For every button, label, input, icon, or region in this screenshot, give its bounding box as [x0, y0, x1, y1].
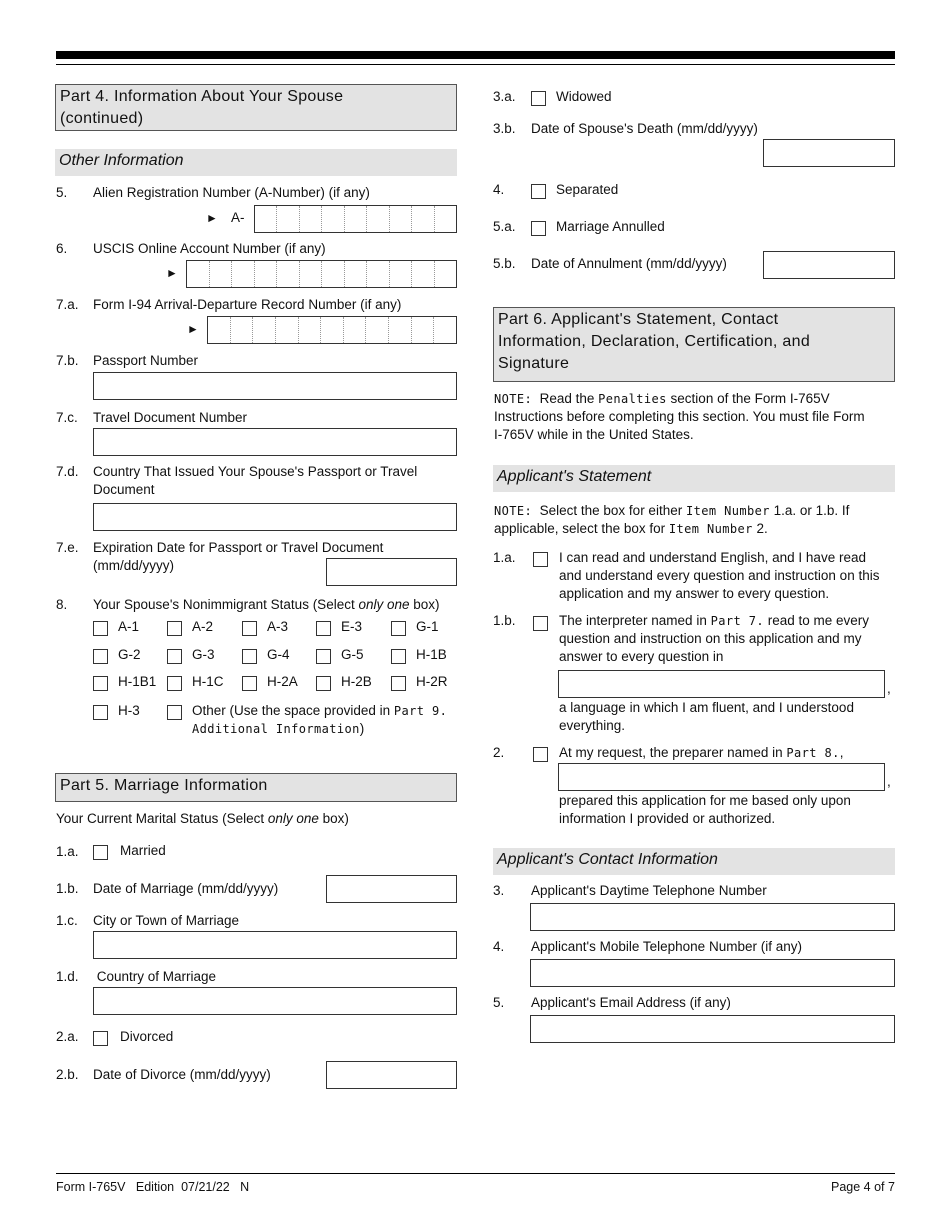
item-6-arrow-icon: ►: [166, 266, 178, 280]
interpreter-language-comma: ,: [887, 681, 891, 696]
contact-5-number: 5.: [493, 995, 505, 1010]
status-h-1b-checkbox[interactable]: [391, 649, 406, 664]
date-of-divorce-label: Date of Divorce (mm/dd/yyyy): [93, 1067, 271, 1082]
a-number-prefix: A-: [231, 210, 245, 225]
status-h-2a-label: H-2A: [267, 674, 298, 689]
footer-form-info: Form I-765V Edition 07/21/22 N: [56, 1180, 250, 1194]
item-8-number: 8.: [56, 597, 68, 612]
item-7e-label: Expiration Date for Passport or Travel Document (mm/dd/yyyy): [93, 540, 384, 574]
passport-country-input[interactable]: [93, 503, 457, 531]
a-number-input[interactable]: [254, 205, 457, 233]
status-g-5-checkbox[interactable]: [316, 649, 331, 664]
status-e-3-label: E-3: [341, 619, 363, 634]
other-information-header: Other Information: [55, 149, 457, 176]
part6-header-line1: Part 6. Applicant's Statement, Contact: [498, 311, 779, 328]
country-of-marriage-input[interactable]: [93, 987, 457, 1015]
married-checkbox[interactable]: [93, 845, 108, 860]
item-1a-number: 1.a.: [56, 844, 79, 859]
status-other-label: Other (Use the space provided in Part 9. Additional Information): [192, 703, 448, 737]
part4-header-line2: (continued): [60, 110, 144, 127]
status-h-3-checkbox[interactable]: [93, 705, 108, 720]
status-e-3-checkbox[interactable]: [316, 621, 331, 636]
spouse-death-date-input[interactable]: [763, 139, 895, 167]
email-label: Applicant's Email Address (if any): [531, 995, 731, 1010]
statement-2-checkbox[interactable]: [533, 747, 548, 762]
preparer-name-input[interactable]: [558, 763, 885, 791]
statement-2-text-continued: prepared this application for me based only upon information I provided or authorized.: [559, 793, 851, 827]
separated-label: Separated: [556, 182, 619, 197]
status-a-3-checkbox[interactable]: [242, 621, 257, 636]
contact-information-header: Applicant's Contact Information: [493, 848, 895, 875]
part6-header-line2: Information, Declaration, Certification, and: [498, 333, 811, 350]
status-a-3-label: A-3: [267, 619, 289, 634]
spouse-death-date-label: Date of Spouse's Death (mm/dd/yyyy): [531, 121, 758, 136]
top-rule-thin: [56, 64, 895, 65]
item-7e-number: 7.e.: [56, 540, 79, 555]
status-g-3-checkbox[interactable]: [167, 649, 182, 664]
city-of-marriage-label: City or Town of Marriage: [93, 913, 240, 928]
date-of-marriage-input[interactable]: [326, 875, 457, 903]
divorced-label: Divorced: [120, 1029, 174, 1044]
statement-1b-text: The interpreter named in Part 7. read to me every question and instruction on this application and my answer to every question in: [559, 613, 870, 665]
marriage-annulled-checkbox[interactable]: [531, 221, 546, 236]
item-5-arrow-icon: ►: [206, 211, 218, 225]
item-7d-number: 7.d.: [56, 464, 79, 479]
item-2a-number: 2.a.: [56, 1029, 79, 1044]
status-g-4-label: G-4: [267, 647, 290, 662]
top-rule-thick: [56, 51, 895, 59]
statement-1b-number: 1.b.: [493, 613, 516, 628]
item-7a-arrow-icon: ►: [187, 322, 199, 336]
passport-number-input[interactable]: [93, 372, 457, 400]
item-6-number: 6.: [56, 241, 68, 256]
statement-1b-checkbox[interactable]: [533, 616, 548, 631]
status-h-1c-label: H-1C: [192, 674, 224, 689]
status-g-1-label: G-1: [416, 619, 439, 634]
note-select-box: NOTE: Select the box for either Item Number 1.a. or 1.b. If applicable, select the box for Item Number 2.: [494, 503, 850, 537]
part6-header-line3: Signature: [498, 355, 570, 372]
marriage-annulled-label: Marriage Annulled: [556, 219, 665, 234]
status-h-1b1-label: H-1B1: [118, 674, 157, 689]
statement-2-number: 2.: [493, 745, 505, 760]
status-g-3-label: G-3: [192, 647, 215, 662]
country-of-marriage-label: Country of Marriage: [93, 969, 217, 984]
daytime-phone-label: Applicant's Daytime Telephone Number: [531, 883, 767, 898]
status-h-3-label: H-3: [118, 703, 140, 718]
date-of-marriage-label: Date of Marriage (mm/dd/yyyy): [93, 881, 279, 896]
item-7a-number: 7.a.: [56, 297, 79, 312]
passport-expiration-date-input[interactable]: [326, 558, 457, 586]
item-7b-number: 7.b.: [56, 353, 79, 368]
item-6-label: USCIS Online Account Number (if any): [93, 241, 326, 256]
item-5a-number: 5.a.: [493, 219, 516, 234]
item-5-number: 5.: [56, 185, 68, 200]
item-4-number: 4.: [493, 182, 505, 197]
statement-1b-text-continued: a language in which I am fluent, and I understood everything.: [559, 700, 854, 734]
status-a-2-label: A-2: [192, 619, 214, 634]
status-h-2b-label: H-2B: [341, 674, 372, 689]
daytime-phone-input[interactable]: [530, 903, 895, 931]
part5-header: Part 5. Marriage Information: [55, 773, 457, 802]
item-7b-label: Passport Number: [93, 353, 199, 368]
status-g-1-checkbox[interactable]: [391, 621, 406, 636]
item-5b-number: 5.b.: [493, 256, 516, 271]
uscis-account-number-input[interactable]: [186, 260, 457, 288]
preparer-name-comma: ,: [887, 774, 891, 789]
i94-number-input[interactable]: [207, 316, 457, 344]
travel-document-number-input[interactable]: [93, 428, 457, 456]
status-h-1b1-checkbox[interactable]: [93, 676, 108, 691]
applicants-statement-header: Applicant's Statement: [493, 465, 895, 492]
item-1c-number: 1.c.: [56, 913, 78, 928]
footer-rule: [56, 1173, 895, 1174]
annulment-date-label: Date of Annulment (mm/dd/yyyy): [531, 256, 727, 271]
date-of-divorce-input[interactable]: [326, 1061, 457, 1089]
status-a-1-checkbox[interactable]: [93, 621, 108, 636]
item-7c-number: 7.c.: [56, 410, 78, 425]
mobile-phone-label: Applicant's Mobile Telephone Number (if any): [531, 939, 802, 954]
status-h-2r-checkbox[interactable]: [391, 676, 406, 691]
married-label: Married: [120, 843, 166, 858]
item-7d-label: Country That Issued Your Spouse's Passport or Travel Document: [93, 464, 418, 498]
item-3b-number: 3.b.: [493, 121, 516, 136]
part4-header-line1: Part 4. Information About Your Spouse: [60, 88, 344, 105]
status-h-1c-checkbox[interactable]: [167, 676, 182, 691]
item-2b-number: 2.b.: [56, 1067, 79, 1082]
item-1b-number: 1.b.: [56, 881, 79, 896]
item-8-label: Your Spouse's Nonimmigrant Status (Select only one box): [93, 597, 440, 612]
status-g-2-label: G-2: [118, 647, 141, 662]
note-penalties: NOTE: Read the Penalties section of the Form I-765V Instructions before completing this section. You must file Form I-765V while in the United States.: [494, 391, 865, 443]
item-7a-label: Form I-94 Arrival-Departure Record Number (if any): [93, 297, 402, 312]
status-a-2-checkbox[interactable]: [167, 621, 182, 636]
status-g-2-checkbox[interactable]: [93, 649, 108, 664]
status-other-checkbox[interactable]: [167, 705, 182, 720]
status-g-5-label: G-5: [341, 647, 364, 662]
item-7c-label: Travel Document Number: [93, 410, 248, 425]
separated-checkbox[interactable]: [531, 184, 546, 199]
footer-page-number: Page 4 of 7: [831, 1180, 895, 1194]
status-g-4-checkbox[interactable]: [242, 649, 257, 664]
interpreter-language-input[interactable]: [558, 670, 885, 698]
status-h-2r-label: H-2R: [416, 674, 448, 689]
item-5-label: Alien Registration Number (A-Number) (if any): [93, 185, 370, 200]
status-h-2b-checkbox[interactable]: [316, 676, 331, 691]
statement-1a-text: I can read and understand English, and I have read and understand every question and instruction on this application and my answer to every question.: [559, 550, 880, 602]
status-h-1b-label: H-1B: [416, 647, 447, 662]
city-of-marriage-input[interactable]: [93, 931, 457, 959]
status-a-1-label: A-1: [118, 619, 140, 634]
mobile-phone-input[interactable]: [530, 959, 895, 987]
marital-status-label: Your Current Marital Status (Select only one box): [56, 811, 349, 826]
statement-1a-number: 1.a.: [493, 550, 516, 565]
item-3a-number: 3.a.: [493, 89, 516, 104]
widowed-checkbox[interactable]: [531, 91, 546, 106]
statement-2-text: At my request, the preparer named in Part 8.,: [559, 745, 844, 760]
statement-1a-checkbox[interactable]: [533, 552, 548, 567]
widowed-label: Widowed: [556, 89, 612, 104]
part6-header: [493, 307, 895, 382]
part4-header: [55, 84, 457, 131]
status-h-2a-checkbox[interactable]: [242, 676, 257, 691]
annulment-date-input[interactable]: [763, 251, 895, 279]
contact-4-number: 4.: [493, 939, 505, 954]
contact-3-number: 3.: [493, 883, 505, 898]
item-1d-number: 1.d.: [56, 969, 79, 984]
email-input[interactable]: [530, 1015, 895, 1043]
divorced-checkbox[interactable]: [93, 1031, 108, 1046]
